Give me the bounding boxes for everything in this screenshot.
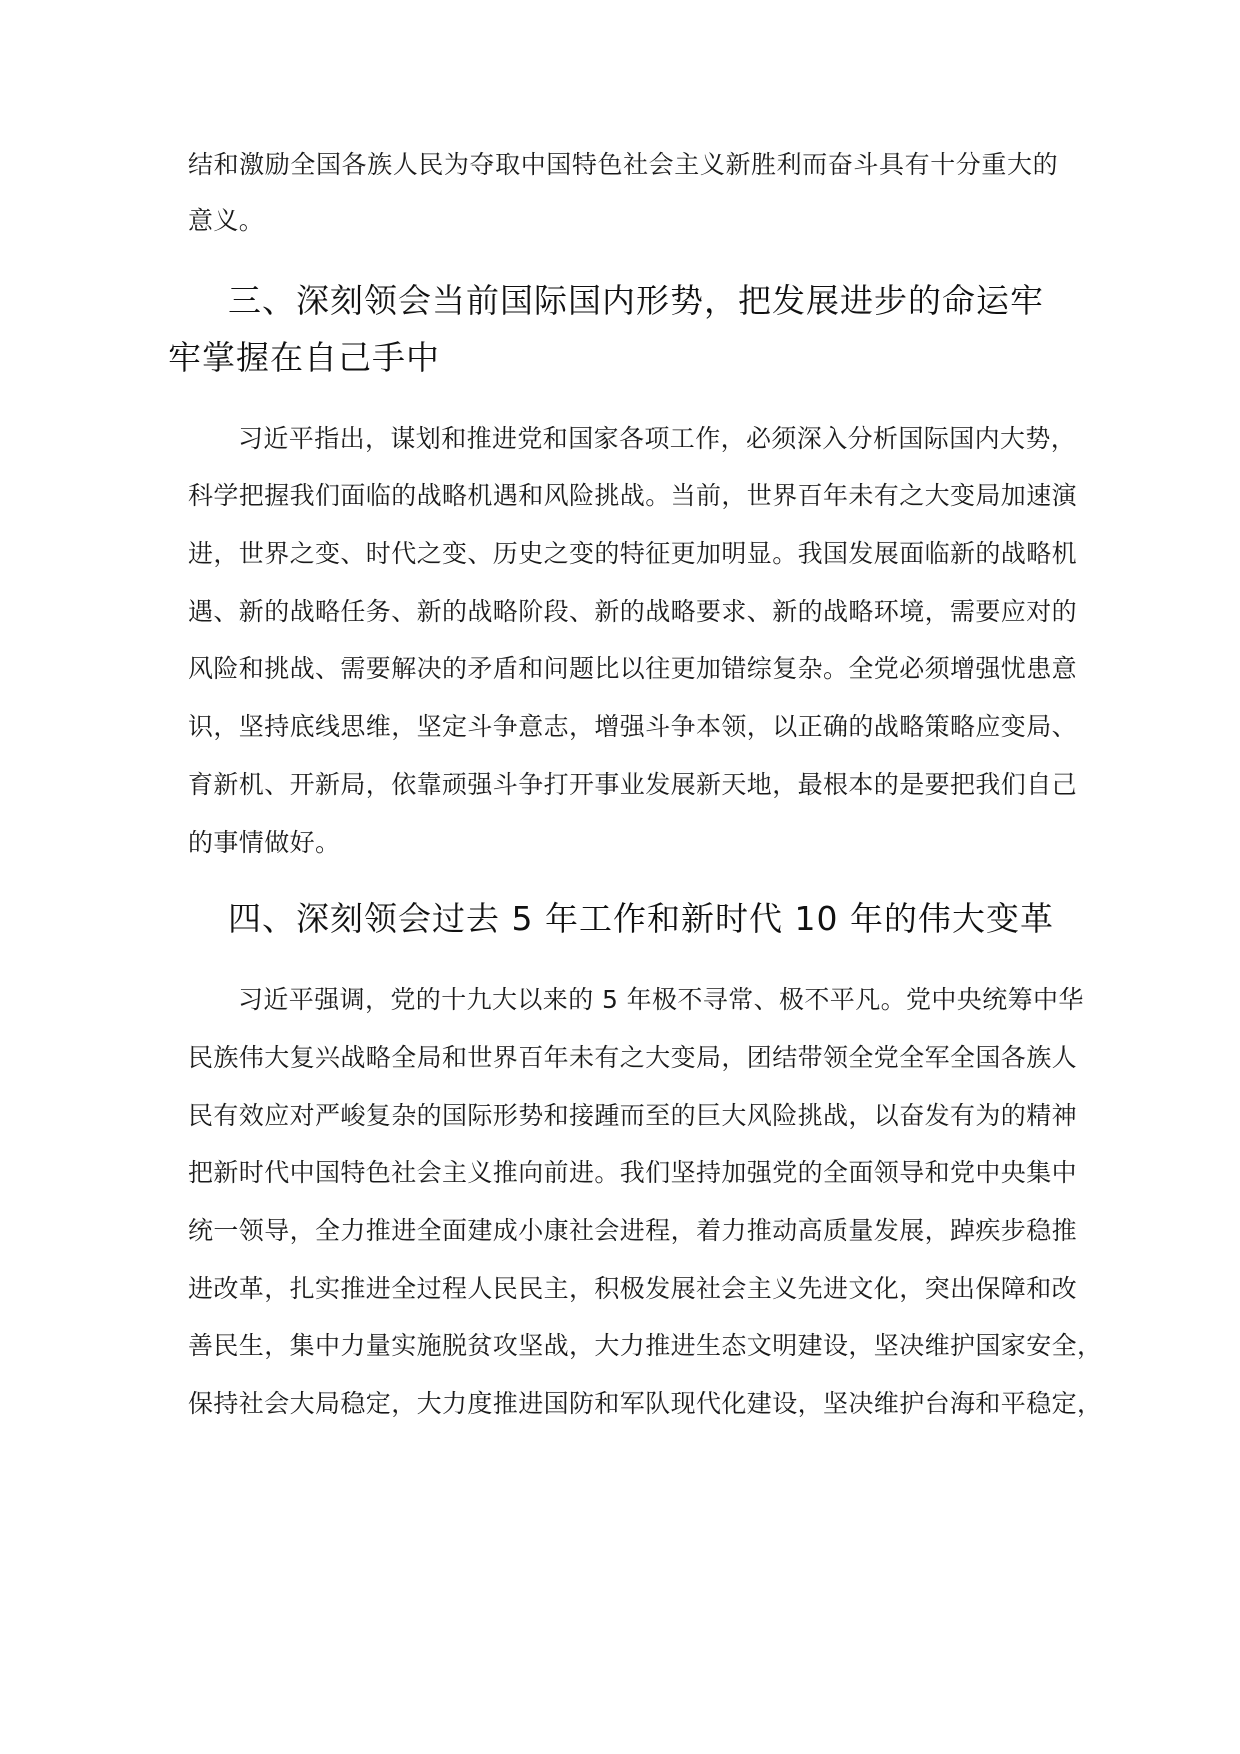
paragraph-line: 民有效应对严峻复杂的国际形势和接踵而至的巨大风险挑战，以奋发有为的精神 [188, 1101, 1078, 1130]
paragraph-line: 善民生，集中力量实施脱贫攻坚战，大力推进生态文明建设，坚决维护国家安全， [188, 1331, 1103, 1360]
paragraph-line: 遇、新的战略任务、新的战略阶段、新的战略要求、新的战略环境，需要应对的 [188, 597, 1078, 626]
paragraph-line: 识，坚持底线思维，坚定斗争意志，增强斗争本领，以正确的战略策略应变局、 [188, 712, 1078, 741]
paragraph-line: 进，世界之变、时代之变、历史之变的特征更加明显。我国发展面临新的战略机 [188, 539, 1078, 568]
paragraph-line: 的事情做好。 [188, 828, 341, 857]
paragraph-line: 进改革，扎实推进全过程人民民主，积极发展社会主义先进文化，突出保障和改 [188, 1274, 1078, 1303]
paragraph-line: 习近平指出，谋划和推进党和国家各项工作，必须深入分析国际国内大势， [238, 424, 1077, 453]
section-heading-3: 三、深刻领会当前国际国内形势，把发展进步的命运牢 [228, 281, 1044, 320]
section-heading-3-cont: 牢掌握在自己手中 [168, 338, 440, 377]
section-heading-4: 四、深刻领会过去 5 年工作和新时代 10 年的伟大变革 [228, 899, 1054, 938]
paragraph-line: 意义。 [188, 206, 265, 235]
paragraph-line: 结和激励全国各族人民为夺取中国特色社会主义新胜利而奋斗具有十分重大的 [188, 150, 1058, 179]
paragraph-line: 科学把握我们面临的战略机遇和风险挑战。当前，世界百年未有之大变局加速演 [188, 481, 1078, 510]
paragraph-line: 统一领导，全力推进全面建成小康社会进程，着力推动高质量发展，踔疾步稳推 [188, 1216, 1078, 1245]
paragraph-line: 民族伟大复兴战略全局和世界百年未有之大变局，团结带领全党全军全国各族人 [188, 1043, 1078, 1072]
paragraph-line: 习近平强调，党的十九大以来的 5 年极不寻常、极不平凡。党中央统筹中华 [238, 985, 1084, 1014]
paragraph-line: 把新时代中国特色社会主义推向前进。我们坚持加强党的全面领导和党中央集中 [188, 1158, 1078, 1187]
paragraph-line: 保持社会大局稳定，大力度推进国防和军队现代化建设，坚决维护台海和平稳定， [188, 1389, 1103, 1418]
paragraph-line: 风险和挑战、需要解决的矛盾和问题比以往更加错综复杂。全党必须增强忧患意 [188, 654, 1078, 683]
paragraph-line: 育新机、开新局，依靠顽强斗争打开事业发展新天地，最根本的是要把我们自己 [188, 770, 1078, 799]
